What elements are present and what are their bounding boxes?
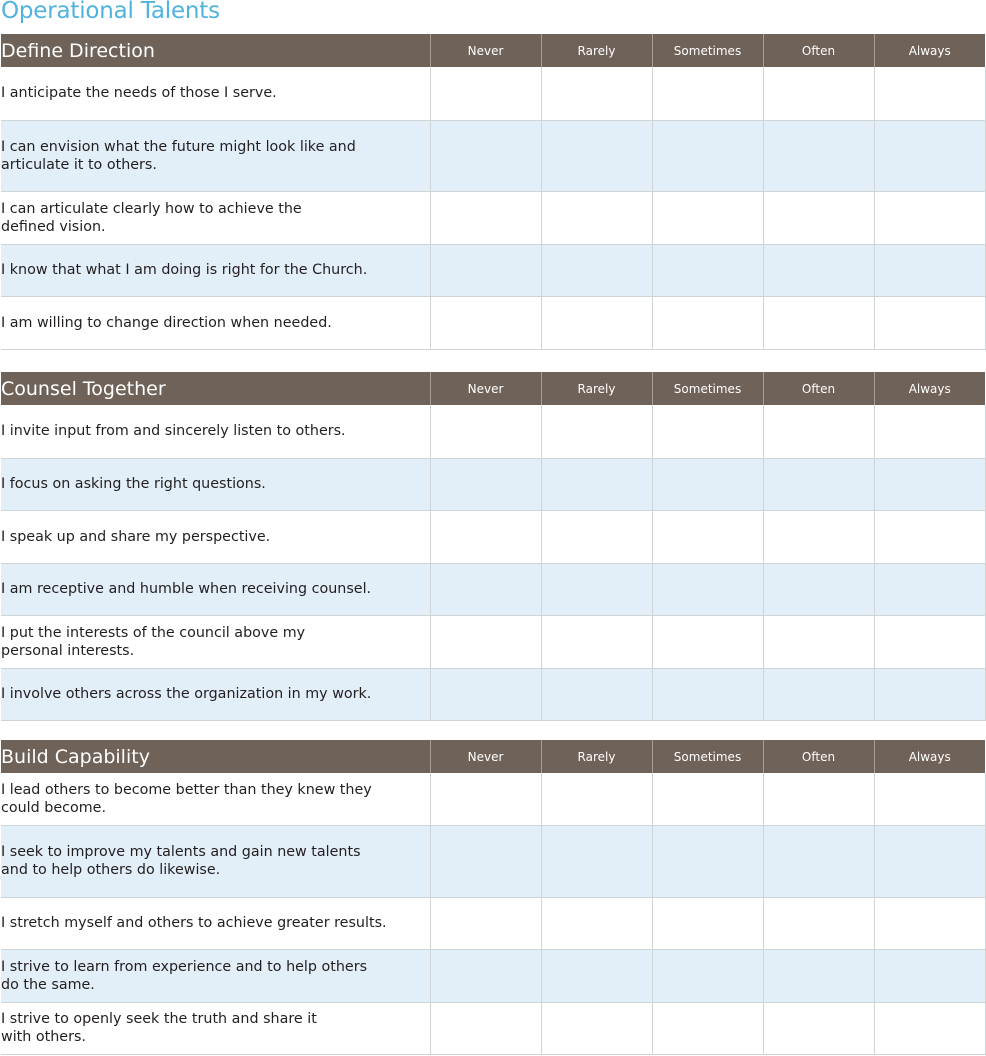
rating-cell-rarely[interactable] — [541, 191, 652, 244]
rating-cell-always[interactable] — [874, 1002, 985, 1054]
column-header-rarely: Rarely — [541, 372, 652, 405]
page-title: Operational Talents — [1, 0, 220, 24]
rating-cell-often[interactable] — [763, 244, 874, 296]
question-line: do the same. — [1, 976, 95, 993]
rating-cell-sometimes[interactable] — [652, 897, 763, 949]
question-text — [1, 773, 430, 825]
column-header-sometimes: Sometimes — [652, 372, 763, 405]
question-text — [1, 563, 430, 615]
question-row — [1, 120, 985, 191]
question-line: with others. — [1, 1029, 86, 1045]
rating-cell-sometimes[interactable] — [652, 563, 763, 615]
rating-table — [1, 372, 986, 721]
question-line: I am receptive and humble when receiving counsel. — [1, 581, 372, 597]
question-line: I seek to improve my talents and gain new talents — [1, 844, 361, 860]
rating-cell-never[interactable] — [430, 120, 541, 191]
question-row — [1, 949, 985, 1002]
rating-cell-often[interactable] — [763, 825, 874, 897]
rating-cell-sometimes[interactable] — [652, 120, 763, 191]
rating-cell-rarely[interactable] — [541, 1002, 652, 1054]
rating-cell-often[interactable] — [763, 773, 874, 825]
question-line: I focus on asking the right questions. — [1, 476, 266, 492]
rating-cell-never[interactable] — [430, 191, 541, 244]
question-text — [1, 191, 430, 244]
rating-cell-never[interactable] — [430, 825, 541, 897]
column-header-rarely: Rarely — [541, 34, 652, 67]
rating-cell-sometimes[interactable] — [652, 191, 763, 244]
rating-cell-rarely[interactable] — [541, 244, 652, 296]
section-counsel-together — [1, 372, 985, 721]
column-header-never: Never — [430, 34, 541, 67]
section-header — [1, 740, 985, 773]
question-line: and to help others do likewise. — [1, 862, 221, 878]
column-header-never: Never — [430, 372, 541, 405]
column-header-always: Always — [874, 740, 985, 773]
rating-cell-always[interactable] — [874, 897, 985, 949]
rating-cell-always[interactable] — [874, 773, 985, 825]
question-line: I speak up and share my perspective. — [1, 528, 271, 545]
rating-cell-often[interactable] — [763, 120, 874, 191]
rating-cell-never[interactable] — [430, 615, 541, 668]
question-line: I anticipate the needs of those I serve. — [1, 85, 277, 102]
rating-cell-rarely[interactable] — [541, 615, 652, 668]
rating-cell-never[interactable] — [430, 244, 541, 296]
rating-table — [1, 740, 986, 1055]
question-row — [1, 191, 985, 244]
question-row — [1, 615, 985, 668]
question-row — [1, 668, 985, 720]
rating-cell-sometimes[interactable] — [652, 668, 763, 720]
question-line: I know that what I am doing is right for the Church. — [1, 262, 368, 278]
column-header-always: Always — [874, 34, 985, 67]
question-line: personal interests. — [1, 642, 135, 659]
question-row — [1, 510, 985, 563]
rating-cell-rarely[interactable] — [541, 296, 652, 349]
question-line: I am willing to change direction when needed. — [1, 314, 332, 331]
rating-cell-never[interactable] — [430, 949, 541, 1002]
question-row — [1, 296, 985, 349]
question-line: could become. — [1, 799, 107, 816]
question-row — [1, 1002, 985, 1054]
question-text — [1, 897, 430, 949]
rating-cell-always[interactable] — [874, 191, 985, 244]
rating-cell-never[interactable] — [430, 458, 541, 510]
rating-cell-sometimes[interactable] — [652, 615, 763, 668]
question-line: I can envision what the future might look like and — [1, 138, 356, 155]
rating-cell-rarely[interactable] — [541, 120, 652, 191]
rating-cell-often[interactable] — [763, 949, 874, 1002]
rating-cell-often[interactable] — [763, 563, 874, 615]
question-line: I lead others to become better than they knew they — [1, 781, 372, 798]
rating-cell-rarely[interactable] — [541, 825, 652, 897]
rating-cell-always[interactable] — [874, 405, 985, 458]
rating-cell-never[interactable] — [430, 296, 541, 349]
rating-cell-never[interactable] — [430, 773, 541, 825]
question-text — [1, 405, 430, 458]
rating-cell-often[interactable] — [763, 458, 874, 510]
rating-cell-often[interactable] — [763, 67, 874, 120]
question-row — [1, 825, 985, 897]
rating-cell-never[interactable] — [430, 1002, 541, 1054]
question-text — [1, 668, 430, 720]
question-text — [1, 296, 430, 349]
section-title: Counsel Together — [1, 372, 430, 405]
question-text — [1, 825, 430, 897]
section-header — [1, 34, 985, 67]
rating-cell-never[interactable] — [430, 67, 541, 120]
rating-cell-sometimes[interactable] — [652, 458, 763, 510]
question-text — [1, 67, 430, 120]
question-text — [1, 949, 430, 1002]
rating-cell-sometimes[interactable] — [652, 67, 763, 120]
column-header-rarely: Rarely — [541, 740, 652, 773]
question-row — [1, 458, 985, 510]
question-row — [1, 67, 985, 120]
rating-cell-always[interactable] — [874, 949, 985, 1002]
rating-cell-often[interactable] — [763, 405, 874, 458]
rating-cell-rarely[interactable] — [541, 510, 652, 563]
question-line: articulate it to others. — [1, 156, 157, 173]
question-text — [1, 458, 430, 510]
question-line: I involve others across the organization in my work. — [1, 686, 372, 702]
rating-cell-sometimes[interactable] — [652, 296, 763, 349]
rating-cell-sometimes[interactable] — [652, 510, 763, 563]
rating-cell-rarely[interactable] — [541, 458, 652, 510]
rating-cell-always[interactable] — [874, 825, 985, 897]
rating-cell-always[interactable] — [874, 244, 985, 296]
column-header-often: Often — [763, 740, 874, 773]
rating-cell-rarely[interactable] — [541, 405, 652, 458]
rating-table — [1, 34, 986, 350]
rating-cell-often[interactable] — [763, 191, 874, 244]
rating-cell-sometimes[interactable] — [652, 773, 763, 825]
rating-cell-always[interactable] — [874, 510, 985, 563]
question-text — [1, 120, 430, 191]
rating-cell-never[interactable] — [430, 897, 541, 949]
rating-cell-never[interactable] — [430, 405, 541, 458]
question-row — [1, 897, 985, 949]
question-line: I strive to learn from experience and to help others — [1, 958, 368, 975]
rating-cell-often[interactable] — [763, 1002, 874, 1054]
rating-cell-sometimes[interactable] — [652, 405, 763, 458]
section-define-direction — [1, 34, 985, 350]
section-title: Define Direction — [1, 34, 430, 67]
section-header — [1, 372, 985, 405]
rating-cell-often[interactable] — [763, 668, 874, 720]
question-line: defined vision. — [1, 218, 106, 235]
column-header-often: Often — [763, 372, 874, 405]
question-line: I put the interests of the council above my — [1, 624, 306, 641]
question-line: I invite input from and sincerely listen to others. — [1, 423, 346, 440]
question-text — [1, 244, 430, 296]
rating-cell-always[interactable] — [874, 668, 985, 720]
question-text — [1, 510, 430, 563]
rating-cell-always[interactable] — [874, 615, 985, 668]
rating-cell-never[interactable] — [430, 510, 541, 563]
rating-cell-always[interactable] — [874, 120, 985, 191]
question-row — [1, 773, 985, 825]
question-text — [1, 1002, 430, 1054]
rating-cell-rarely[interactable] — [541, 668, 652, 720]
question-row — [1, 563, 985, 615]
column-header-sometimes: Sometimes — [652, 34, 763, 67]
question-row — [1, 405, 985, 458]
rating-cell-often[interactable] — [763, 296, 874, 349]
column-header-often: Often — [763, 34, 874, 67]
column-header-always: Always — [874, 372, 985, 405]
question-row — [1, 244, 985, 296]
rating-cell-rarely[interactable] — [541, 949, 652, 1002]
rating-cell-always[interactable] — [874, 67, 985, 120]
question-text — [1, 615, 430, 668]
rating-cell-always[interactable] — [874, 458, 985, 510]
rating-cell-rarely[interactable] — [541, 773, 652, 825]
rating-cell-sometimes[interactable] — [652, 825, 763, 897]
rating-cell-never[interactable] — [430, 668, 541, 720]
rating-cell-never[interactable] — [430, 563, 541, 615]
question-line: I can articulate clearly how to achieve the — [1, 200, 302, 217]
rating-cell-always[interactable] — [874, 296, 985, 349]
rating-cell-rarely[interactable] — [541, 563, 652, 615]
rating-cell-sometimes[interactable] — [652, 244, 763, 296]
column-header-sometimes: Sometimes — [652, 740, 763, 773]
rating-cell-always[interactable] — [874, 563, 985, 615]
section-build-capability — [1, 740, 985, 1055]
rating-cell-rarely[interactable] — [541, 67, 652, 120]
rating-cell-sometimes[interactable] — [652, 949, 763, 1002]
rating-cell-sometimes[interactable] — [652, 1002, 763, 1054]
rating-cell-often[interactable] — [763, 897, 874, 949]
rating-cell-often[interactable] — [763, 615, 874, 668]
question-line: I stretch myself and others to achieve greater results. — [1, 915, 387, 931]
rating-cell-often[interactable] — [763, 510, 874, 563]
question-line: I strive to openly seek the truth and share it — [1, 1011, 317, 1027]
rating-cell-rarely[interactable] — [541, 897, 652, 949]
section-title: Build Capability — [1, 740, 430, 773]
column-header-never: Never — [430, 740, 541, 773]
